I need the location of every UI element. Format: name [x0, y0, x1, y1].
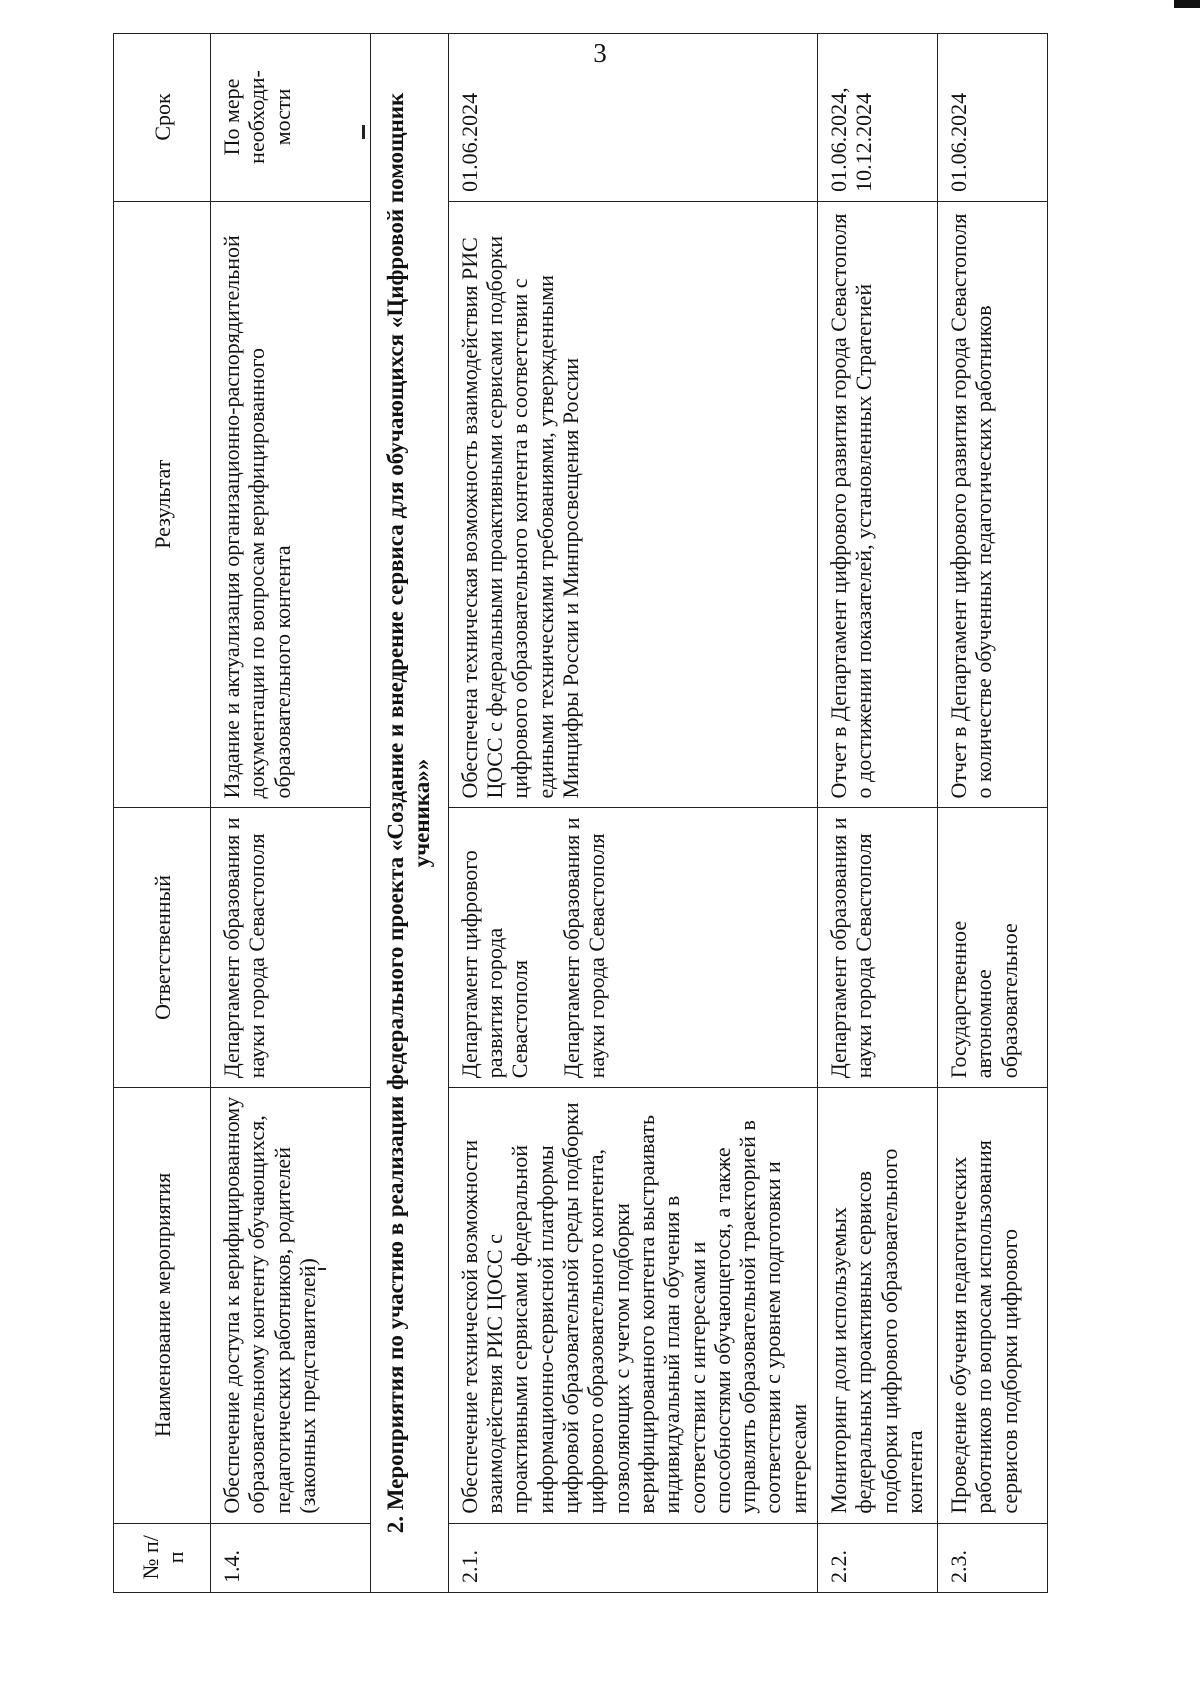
- table-row: [938, 34, 1048, 1593]
- rotated-table-container: [113, 33, 1073, 1593]
- row-name: Обеспечение технической возможности взаимодействия РИС ЦОСС с проактивными сервисами федеральной информационно-сервисной платформы цифровой образовательной среды подборки цифрового образовательного контента, позволяющих с учетом подборки верифицированного контента выстраивать индивидуальный план обучения в соответствии с интересами и способностями обучающегося, а также управлять образовательной траекторией в соответствии с уровнем подготовки и интересами: [448, 1088, 817, 1523]
- row-result: Издание и актуализация организационно-распорядительной документации по вопросам верифицированного образовательного контента: [211, 201, 371, 808]
- header-num: № п/п: [114, 1523, 211, 1592]
- row-responsible: Департамент образования и науки города Севастополя: [211, 808, 371, 1088]
- row-num: 2.2.: [818, 1523, 938, 1592]
- row-result: Отчет в Департамент цифрового развития города Севастополя о достижении показателей, установленных Стратегией: [818, 201, 938, 808]
- page-number: 3: [593, 38, 607, 68]
- row-term: 01.06.2024: [448, 34, 817, 202]
- row-name: Обеспечение доступа к верифицированному образовательному контенту обучающихся, педагогических работников, родителей (законных представителей): [211, 1088, 371, 1523]
- table-row: [818, 34, 938, 1593]
- header-responsible: Ответственный: [114, 808, 211, 1088]
- responsible-education-dept: Департамент образования и науки города Севастополя: [558, 817, 610, 1079]
- row-result: Обеспечена техническая возможность взаимодействия РИС ЦОСС с федеральными проактивными сервисами подборки цифрового образовательного контента в соответствии с едиными техническими требованиями, утвержденными Минцифры России и Минпросвещения России: [448, 201, 817, 808]
- table-header-row: [114, 34, 211, 1593]
- row-name: Мониторинг доли используемых федеральных проактивных сервисов подборки цифрового образовательного контента: [818, 1088, 938, 1523]
- header-term: Срок: [114, 34, 211, 202]
- row-responsible: Департамент образования и науки города Севастополя: [818, 808, 938, 1088]
- row-term: По мере необходи-мости: [211, 34, 371, 202]
- section-title: 2. Мероприятия по участию в реализации федерального проекта «Создание и внедрение сервиса для обучающихся «Цифровой помощник ученика»»: [371, 34, 449, 1593]
- header-result: Результат: [114, 201, 211, 808]
- row-term: 01.06.2024: [938, 34, 1048, 202]
- row-result: Отчет в Департамент цифрового развития города Севастополя о количестве обученных педагогических работников: [938, 201, 1048, 808]
- row-term: 01.06.2024, 10.12.2024: [818, 34, 938, 202]
- row-responsible: [448, 808, 817, 1088]
- scan-corner-mark: [1174, 0, 1200, 8]
- table-row: [448, 34, 817, 1593]
- section-row: [371, 34, 449, 1593]
- row-responsible: Государственное автономное образовательное: [938, 808, 1048, 1088]
- row-num: 2.1.: [448, 1523, 817, 1592]
- header-name: Наименование мероприятия: [114, 1088, 211, 1523]
- row-num: 2.3.: [938, 1523, 1048, 1592]
- table-row: [211, 34, 371, 1593]
- row-num: 1.4.: [211, 1523, 371, 1592]
- plan-table: [113, 33, 1048, 1593]
- responsible-digital-dept: Департамент цифрового развития города Севастополя: [456, 850, 533, 1079]
- row-name: Проведение обучения педагогических работников по вопросам использования сервисов подборки цифрового: [938, 1088, 1048, 1523]
